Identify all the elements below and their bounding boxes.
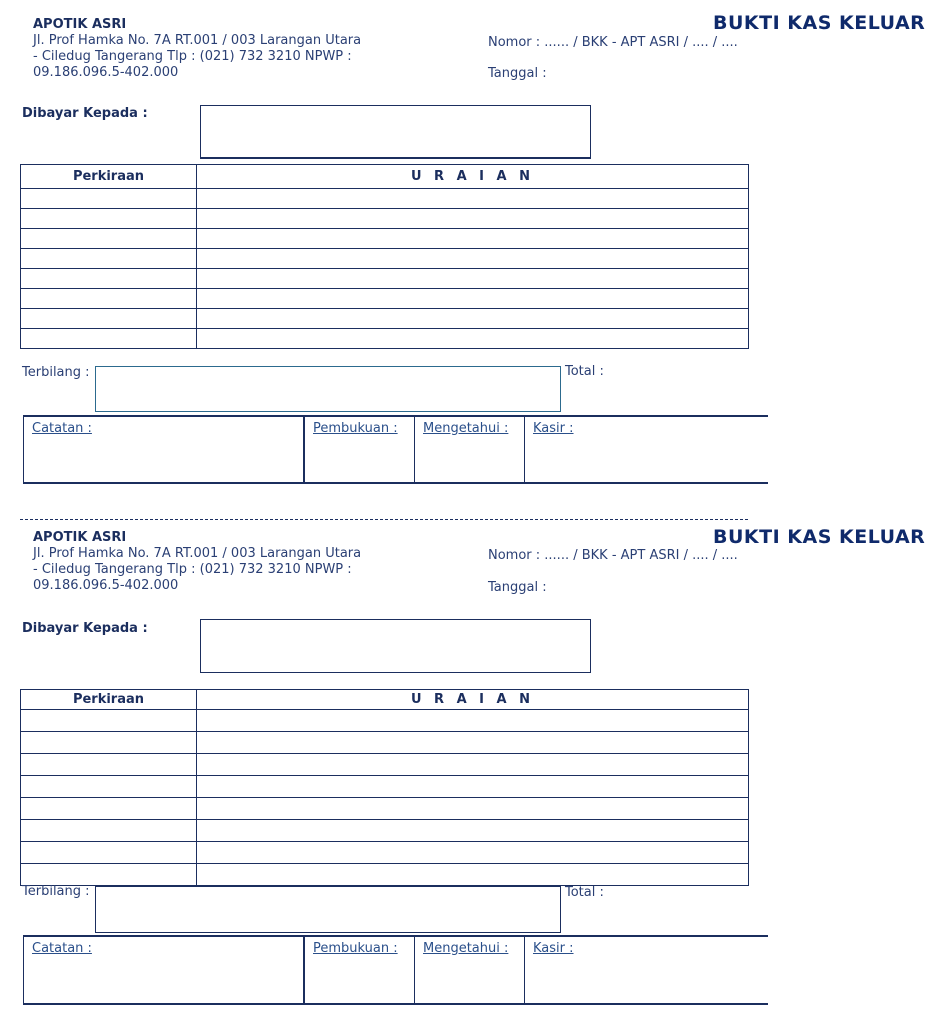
pembukuan-label: Pembukuan : [313,941,398,956]
terbilang-field[interactable] [95,886,561,933]
dibayar-kepada-field[interactable] [200,105,591,159]
table-header-row [21,690,749,710]
perkiraan-cell[interactable] [21,269,197,289]
table-row [21,842,749,864]
uraian-cell[interactable] [197,309,749,329]
table-row [21,189,749,209]
perkiraan-cell[interactable] [21,249,197,269]
table-row [21,754,749,776]
dibayar-kepada-field[interactable] [200,619,591,673]
uraian-cell[interactable] [197,798,749,820]
perkiraan-cell[interactable] [21,754,197,776]
voucher-top [0,0,925,500]
company-address-line2: - Ciledug Tangerang Tlp : (021) 732 3210 NPWP : [33,49,352,64]
terbilang-label: Terbilang : [22,884,90,899]
total-label: Total : [565,885,604,900]
tanggal-label: Tanggal : [488,580,547,595]
doc-title: BUKTI KAS KELUAR [713,526,925,548]
voucher-bottom [0,521,925,1021]
uraian-header: U R A I A N [197,165,749,189]
entries-table [20,164,749,349]
table-row [21,209,749,229]
perkiraan-cell[interactable] [21,710,197,732]
uraian-cell[interactable] [197,710,749,732]
uraian-cell[interactable] [197,209,749,229]
nomor-clip [488,35,768,50]
uraian-cell[interactable] [197,732,749,754]
table-row [21,732,749,754]
table-row [21,864,749,886]
uraian-cell[interactable] [197,249,749,269]
perkiraan-cell[interactable] [21,329,197,349]
table-row [21,309,749,329]
dibayar-kepada-label: Dibayar Kepada : [22,106,148,121]
catatan-label: Catatan : [32,421,92,436]
uraian-cell[interactable] [197,820,749,842]
table-row [21,820,749,842]
doc-title-clip [713,12,925,34]
company-address-line2: - Ciledug Tangerang Tlp : (021) 732 3210 NPWP : [33,562,352,577]
signature-footer [23,415,768,484]
uraian-header: U R A I A N [197,690,749,710]
perkiraan-cell[interactable] [21,776,197,798]
table-row [21,269,749,289]
kasir-label: Kasir : [533,421,574,436]
catatan-cell[interactable] [23,937,303,1003]
uraian-cell[interactable] [197,329,749,349]
company-address-line1: Jl. Prof Hamka No. 7A RT.001 / 003 Larangan Utara [33,546,362,561]
table-row [21,289,749,309]
company-address-line1: Jl. Prof Hamka No. 7A RT.001 / 003 Larangan Utara [33,33,362,48]
uraian-cell[interactable] [197,189,749,209]
table-row [21,776,749,798]
perkiraan-cell[interactable] [21,798,197,820]
uraian-cell[interactable] [197,842,749,864]
perkiraan-cell[interactable] [21,229,197,249]
perkiraan-cell[interactable] [21,732,197,754]
perkiraan-cell[interactable] [21,842,197,864]
total-label: Total : [565,364,604,379]
company-name: APOTIK ASRI [33,17,127,32]
perkiraan-cell[interactable] [21,209,197,229]
doc-title-clip [713,526,925,548]
mengetahui-cell[interactable] [414,417,524,482]
perkiraan-cell[interactable] [21,189,197,209]
perkiraan-cell[interactable] [21,864,197,886]
uraian-cell[interactable] [197,289,749,309]
mengetahui-label: Mengetahui : [423,421,509,436]
uraian-cell[interactable] [197,776,749,798]
perkiraan-header: Perkiraan [21,165,197,189]
cut-line-divider [20,519,748,520]
table-header-row [21,165,749,189]
company-name: APOTIK ASRI [33,530,127,545]
table-row [21,798,749,820]
mengetahui-label: Mengetahui : [423,941,509,956]
table-row [21,710,749,732]
mengetahui-cell[interactable] [414,937,524,1003]
pembukuan-cell[interactable] [303,937,414,1003]
kasir-cell[interactable] [524,417,768,482]
nomor-clip [488,548,768,563]
company-address-line3: 09.186.096.5-402.000 [33,578,179,593]
uraian-cell[interactable] [197,864,749,886]
perkiraan-cell[interactable] [21,289,197,309]
perkiraan-cell[interactable] [21,820,197,842]
uraian-cell[interactable] [197,754,749,776]
uraian-cell[interactable] [197,229,749,249]
company-address-line3: 09.186.096.5-402.000 [33,65,179,80]
kasir-label: Kasir : [533,941,574,956]
uraian-cell[interactable] [197,269,749,289]
dibayar-kepada-label: Dibayar Kepada : [22,621,148,636]
pembukuan-label: Pembukuan : [313,421,398,436]
entries-table [20,689,749,886]
catatan-cell[interactable] [23,417,303,482]
table-row [21,229,749,249]
nomor-field: Nomor : ...... / BKK - APT ASRI / .... / .... [488,35,738,50]
kasir-cell[interactable] [524,937,768,1003]
tanggal-label: Tanggal : [488,66,547,81]
nomor-field: Nomor : ...... / BKK - APT ASRI / .... / .... [488,548,738,563]
terbilang-field[interactable] [95,366,561,412]
table-row [21,329,749,349]
catatan-label: Catatan : [32,941,92,956]
terbilang-label: Terbilang : [22,365,90,380]
table-row [21,249,749,269]
signature-footer [23,935,768,1005]
perkiraan-header: Perkiraan [21,690,197,710]
pembukuan-cell[interactable] [303,417,414,482]
perkiraan-cell[interactable] [21,309,197,329]
doc-title: BUKTI KAS KELUAR [713,12,925,34]
